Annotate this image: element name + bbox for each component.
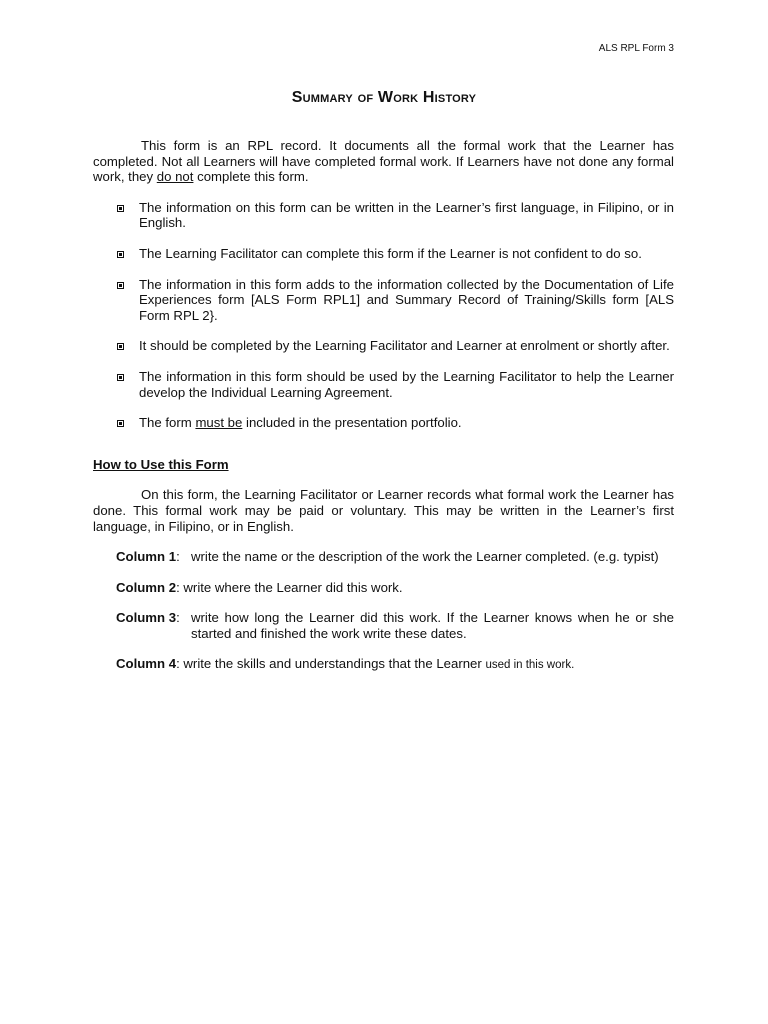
intro-paragraph bbox=[93, 138, 674, 185]
column-sep: : bbox=[176, 610, 180, 626]
column-label: Column 2 bbox=[116, 579, 177, 595]
intro-text-start: This form is an RPL record. It documents all the formal work that the Learner has completed. Not all Learners will have completed formal work. If Learners have not done any formal work, they bbox=[93, 138, 674, 185]
column-1-instruction bbox=[93, 549, 674, 565]
form-id: ALS RPL Form 3 bbox=[598, 43, 674, 54]
bullet-underlined: must be bbox=[195, 415, 243, 431]
list-item bbox=[93, 277, 674, 324]
column-text: write the skills and understandings that the Learner bbox=[183, 656, 486, 672]
bullet-text: The information in this form adds to the information collected by the Documentation of Life Experiences form [ALS Form RPL1] and Summary Record of Training/Skills form [ALS Form RPL 2}. bbox=[139, 276, 674, 323]
column-text-small: used in this work. bbox=[485, 659, 575, 672]
column-sep: : bbox=[176, 579, 184, 595]
column-text: write how long the Learner did this work. If the Learner knows when he or she started and finished the work write these dates. bbox=[191, 610, 674, 641]
bullet-text-end: included in the presentation portfolio. bbox=[242, 415, 462, 431]
page-title: Summary of Work History bbox=[291, 89, 477, 106]
bullet-text: The information on this form can be written in the Learner’s first language, in Filipino, or in English. bbox=[139, 199, 674, 231]
column-sep: : bbox=[176, 549, 180, 565]
list-item bbox=[93, 246, 674, 262]
bullet-text: The Learning Facilitator can complete this form if the Learner is not confident to do so. bbox=[139, 245, 642, 261]
column-2-instruction bbox=[93, 580, 674, 596]
list-item bbox=[93, 200, 674, 231]
checkbox-bullet-icon bbox=[117, 282, 124, 289]
checkbox-bullet-icon bbox=[117, 251, 124, 258]
column-label: Column 3 bbox=[116, 610, 177, 626]
bullet-text: It should be completed by the Learning Facilitator and Learner at enrolment or shortly after. bbox=[139, 338, 670, 354]
checkbox-bullet-icon bbox=[117, 205, 124, 212]
checkbox-bullet-icon bbox=[117, 374, 124, 381]
column-4-instruction bbox=[93, 656, 674, 672]
column-label: Column 1 bbox=[116, 549, 177, 565]
bullet-list bbox=[93, 200, 674, 431]
list-item bbox=[93, 338, 674, 354]
list-item bbox=[93, 415, 674, 431]
column-text: write where the Learner did this work. bbox=[183, 579, 403, 595]
bullet-text: The information in this form should be used by the Learning Facilitator to help the Learner develop the Individual Learning Agreement. bbox=[139, 368, 674, 400]
column-text: write the name or the description of the work the Learner completed. (e.g. typist) bbox=[191, 549, 659, 565]
column-label: Column 4 bbox=[116, 656, 177, 672]
checkbox-bullet-icon bbox=[117, 420, 124, 427]
column-sep: : bbox=[176, 656, 184, 672]
intro-text-end: complete this form. bbox=[193, 169, 309, 185]
section-heading: How to Use this Form bbox=[93, 456, 229, 472]
how-to-paragraph: On this form, the Learning Facilitator or Learner records what formal work the Learner has done. This formal work may be paid or voluntary. This may be written in the Learner’s first language, in Filipino, or in English. bbox=[93, 487, 674, 534]
intro-underlined: do not bbox=[156, 169, 194, 185]
column-3-instruction bbox=[93, 610, 674, 641]
checkbox-bullet-icon bbox=[117, 343, 124, 350]
bullet-text-start: The form bbox=[139, 415, 196, 431]
list-item bbox=[93, 369, 674, 400]
document-body bbox=[93, 138, 674, 672]
